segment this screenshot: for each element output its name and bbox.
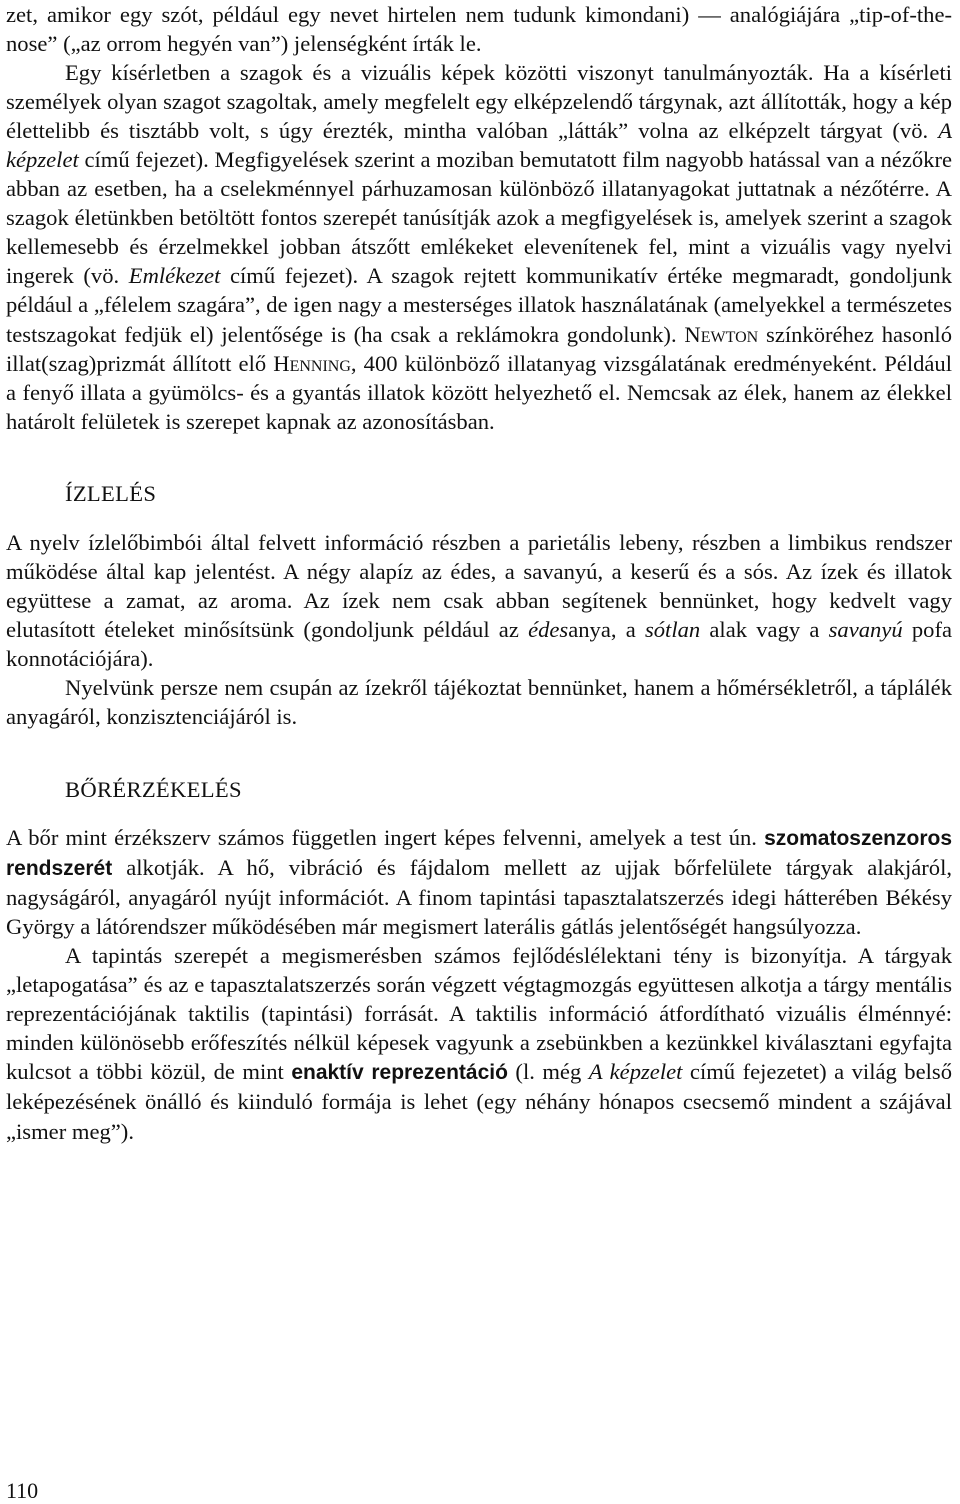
section-heading-borerzekeles: BŐRÉRZÉKELÉS bbox=[65, 777, 242, 803]
bold-term-szomatoszenzoros: szomatoszenzoros rendszerét bbox=[6, 827, 952, 881]
name-newton: Newton bbox=[684, 321, 759, 347]
izleles-paragraph-1: A nyelv ízlelőbimbói által felvett információ részben a parietális lebeny, részben a limbikus rendszer működése által kap jelentést. A négy alapíz az édes, a savanyú, a keserű és a sós. Az ízek és illatok együttese a zamat, az aroma. Az ízek nem csak abban segítenek bennünket, hogy kedvelt vagy elutasított ételeket minősítsünk (gondoljunk például az édesanya, a sótlan alak vagy a savanyú pofa konnotációjára). bbox=[6, 529, 953, 671]
intro-paragraph-2: Egy kísérletben a szagok és a vizuális képek közötti viszonyt tanulmányozták. Ha a kísérleti személyek olyan szagot szagoltak, amely megfelelt egy elképzelendő tárgynak, azt állították, hogy a kép élettelibb és tisztább volt, s úgy érezték, mintha valóban „látták” volna az elképzelt tárgyat (vö. A képzelet című fejezet). Megfigyelések szerint a moziban bemutatott film nagyobb hatással van a nézőkre abban az esetben, ha a cselekménnyel párhuzamosan különböző illatanyagokat juttatnak a nézőtérre. A szagok életünkben betöltött fontos szerepét tanúsítják azok a megfigyelések is, amelyek szerint a szagok kellemesebb és érzelmekkel jobban átszőtt emlékeket elevenítenek fel, mint a vizuális vagy nyelvi ingerek (vö. Emlékezet című fejezet). A szagok rejtett kommunikatív értéke megmaradt, gondoljunk például a „félelem szagára”, de igen nagy a mesterséges illatok használatának (amelyekkel a természetes testszagokat fedjük el) jelentősége is (ha csak a reklámokra gondolunk). Newton színköréhez hasonló illat(szag)prizmát állított elő Henning, 400 különböző illatanyag vizsgálatának eredményeként. Például a fenyő illata a gyümölcs- és a gyantás illatok között helyezhető el. Nemcsak az élek, hanem az élekkel határolt felületek is szerepet kapnak az azonosításban. bbox=[6, 60, 953, 434]
reference-a-kepzelet: A képzelet bbox=[6, 118, 952, 173]
italic-word-edes: édes bbox=[528, 616, 569, 642]
bold-term-enaktiv: enaktív reprezentáció bbox=[291, 1061, 508, 1085]
page-content bbox=[6, 0, 952, 1146]
italic-word-savanyu: savanyú bbox=[828, 616, 903, 642]
reference-a-kepzelet-2: A képzelet bbox=[588, 1059, 683, 1085]
borerzekeles-paragraph-2: A tapintás szerepét a megismerésben számos fejlődéslélektani tény is bizonyítja. A tárgyak „letapogatása” és az e tapasztalatszerzés során végzett végtagmozgás együttesen alkotja a tárgy mentális reprezentációjának taktilis (tapintási) forrását. A taktilis információ átfordítható vizuális élménnyé: minden különösebb erőfeszítés nélkül képesek vagyunk a zsebünkben a kezünkkel kiválasztani egyfajta kulcsot a többi közül, de mint enaktív reprezentáció (l. még A képzelet című fejezetet) a világ belső leképezésének önálló és kiinduló formája is lehet (egy néhány hónapos csecsemő mindent a szájával „ismer meg”). bbox=[6, 943, 952, 1144]
page-number: 110 bbox=[6, 1478, 39, 1503]
borerzekeles-paragraph-1: A bőr mint érzékszerv számos független ingert képes felvenni, amelyek a test ún. szomatoszenzoros rendszerét alkotják. A hő, vibráció és fájdalom mellett az ujjak bőrfelülete tárgyak alakjáról, nagyságáról, anyagáról nyújt információt. A finom tapintási tapasztalatszerzés idegi hátterében Békésy György a látórendszer működésében már megismert laterális gátlás jelentőségét hangsúlyozza. bbox=[6, 825, 952, 940]
intro-paragraph-1: zet, amikor egy szót, például egy nevet hirtelen nem tudunk kimondani) — analógiájára „tip-of-the-nose” („az orrom hegyén van”) jelenségként írták le. bbox=[6, 2, 952, 57]
izleles-paragraph-2: Nyelvünk persze nem csupán az ízekről tájékoztat bennünket, hanem a hőmérsékletről, a táplálék anyagáról, konzisztenciájáról is. bbox=[6, 674, 952, 729]
italic-word-sotlan: sótlan bbox=[644, 616, 701, 642]
reference-emlekezet: Emlékezet bbox=[128, 263, 221, 289]
section-heading-izleles: ÍZLELÉS bbox=[65, 480, 157, 506]
name-henning: Henning bbox=[273, 350, 351, 376]
